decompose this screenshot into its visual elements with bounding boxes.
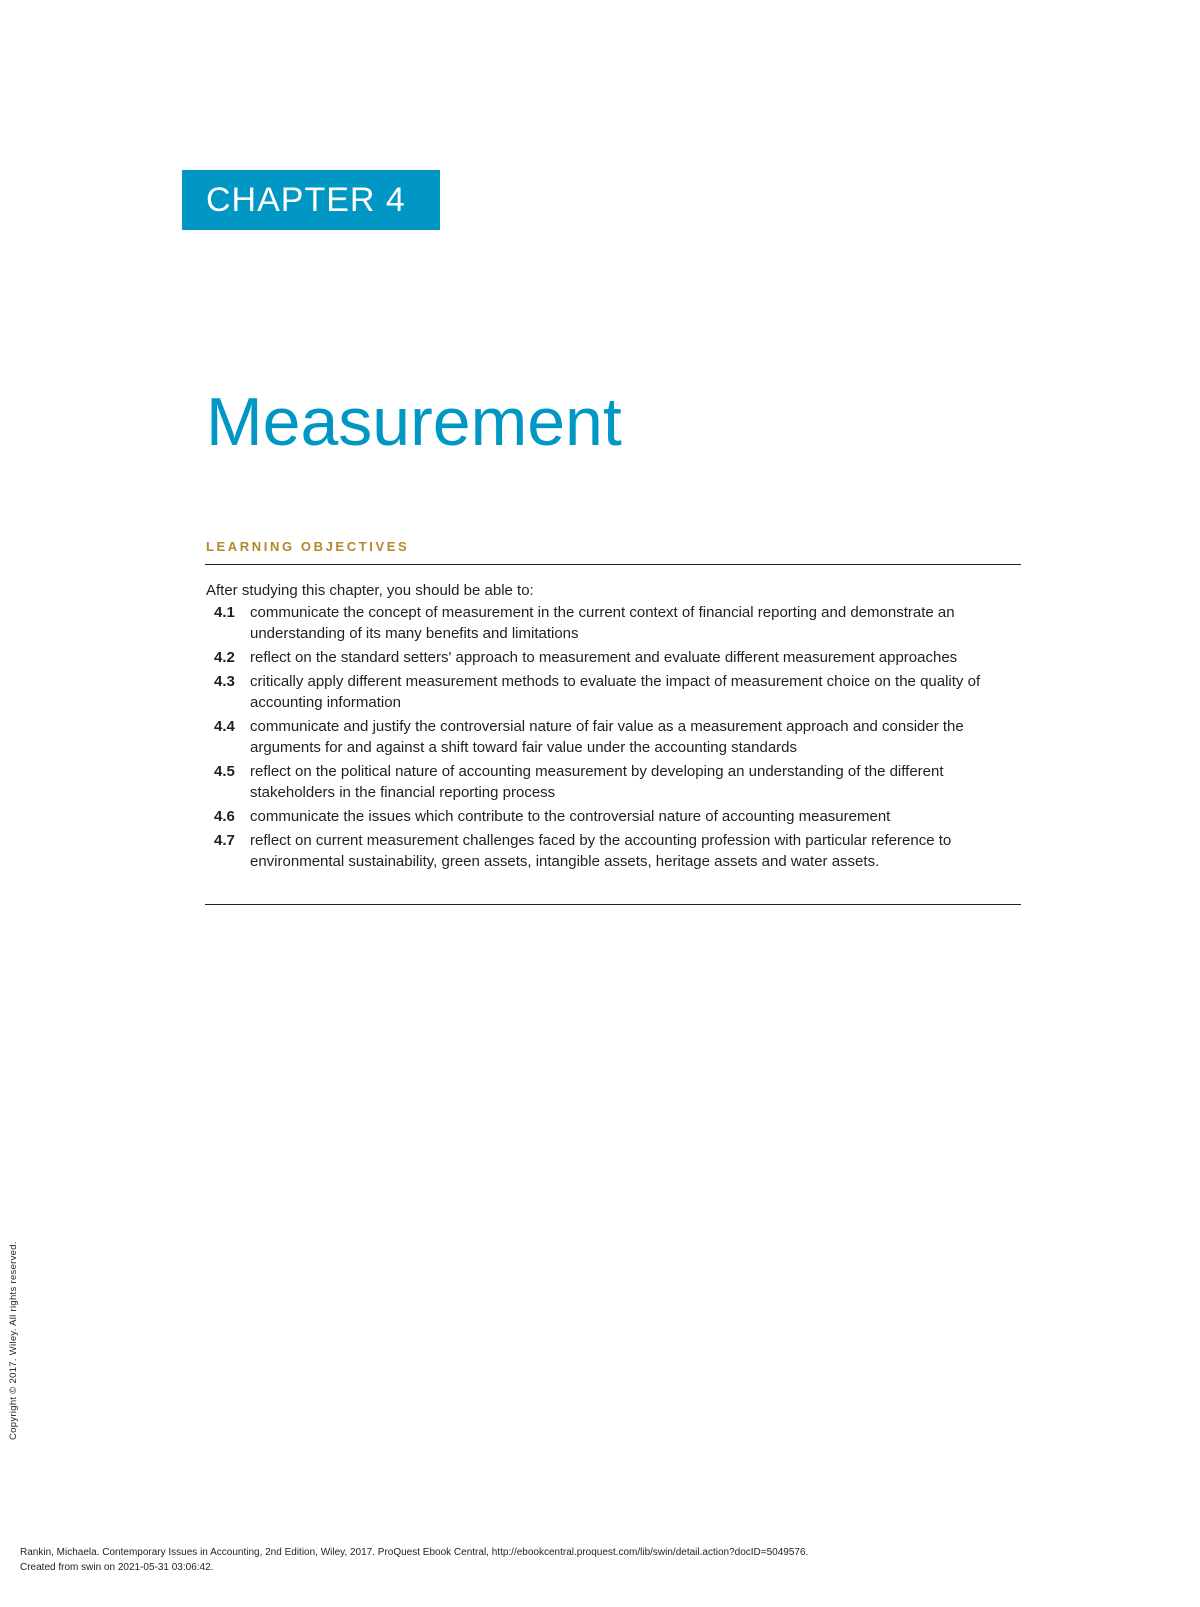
objective-item bbox=[206, 647, 1021, 668]
objective-number: 4.2 bbox=[214, 649, 235, 666]
footer-citation bbox=[20, 1545, 808, 1575]
created-line: Created from swin on 2021-05-31 03:06:42. bbox=[20, 1562, 214, 1573]
objective-text: critically apply different measurement methods to evaluate the impact of measurement choice on the quality of accounting information bbox=[250, 673, 981, 711]
objective-number: 4.7 bbox=[214, 832, 235, 849]
objective-text: reflect on the standard setters' approach to measurement and evaluate different measurement approaches bbox=[250, 649, 958, 666]
objective-number: 4.6 bbox=[214, 808, 235, 825]
objective-number: 4.5 bbox=[214, 763, 235, 780]
objective-item bbox=[206, 806, 1021, 827]
objectives-list bbox=[206, 602, 1021, 872]
objective-item bbox=[206, 761, 1021, 803]
objective-text: reflect on the political nature of accounting measurement by developing an understanding of the different stakeholders in the financial reporting process bbox=[250, 763, 944, 801]
objective-number: 4.1 bbox=[214, 604, 235, 621]
top-divider bbox=[205, 564, 1021, 565]
objective-text: reflect on current measurement challenges faced by the accounting profession with particular reference to environmental sustainability, green assets, intangible assets, heritage assets and water assets. bbox=[250, 832, 952, 870]
objective-number: 4.3 bbox=[214, 673, 235, 690]
learning-objectives-heading: LEARNING OBJECTIVES bbox=[206, 539, 410, 554]
chapter-title: Measurement bbox=[206, 384, 622, 460]
objective-text: communicate and justify the controversial nature of fair value as a measurement approach and consider the arguments for and against a shift toward fair value under the accounting standards bbox=[250, 718, 964, 756]
citation-line: Rankin, Michaela. Contemporary Issues in Accounting, 2nd Edition, Wiley, 2017. ProQuest Ebook Central, http://ebookcentral.proquest.com/lib/swin/detail.action?docID=5049576. bbox=[20, 1547, 809, 1558]
chapter-label bbox=[182, 170, 440, 230]
objective-number: 4.4 bbox=[214, 718, 235, 735]
objective-text: communicate the concept of measurement in the current context of financial reporting and demonstrate an understanding of its many benefits and limitations bbox=[250, 604, 955, 642]
copyright-notice: Copyright © 2017. Wiley. All rights reserved. bbox=[8, 1241, 19, 1440]
objective-text: communicate the issues which contribute to the controversial nature of accounting measurement bbox=[250, 808, 891, 825]
chapter-label-text: CHAPTER 4 bbox=[206, 180, 406, 219]
learning-objectives-section bbox=[206, 580, 1021, 875]
objective-item bbox=[206, 602, 1021, 644]
objective-item bbox=[206, 671, 1021, 713]
objectives-intro: After studying this chapter, you should be able to: bbox=[206, 582, 534, 599]
objective-item bbox=[206, 830, 1021, 872]
objective-item bbox=[206, 716, 1021, 758]
bottom-divider bbox=[205, 904, 1021, 905]
